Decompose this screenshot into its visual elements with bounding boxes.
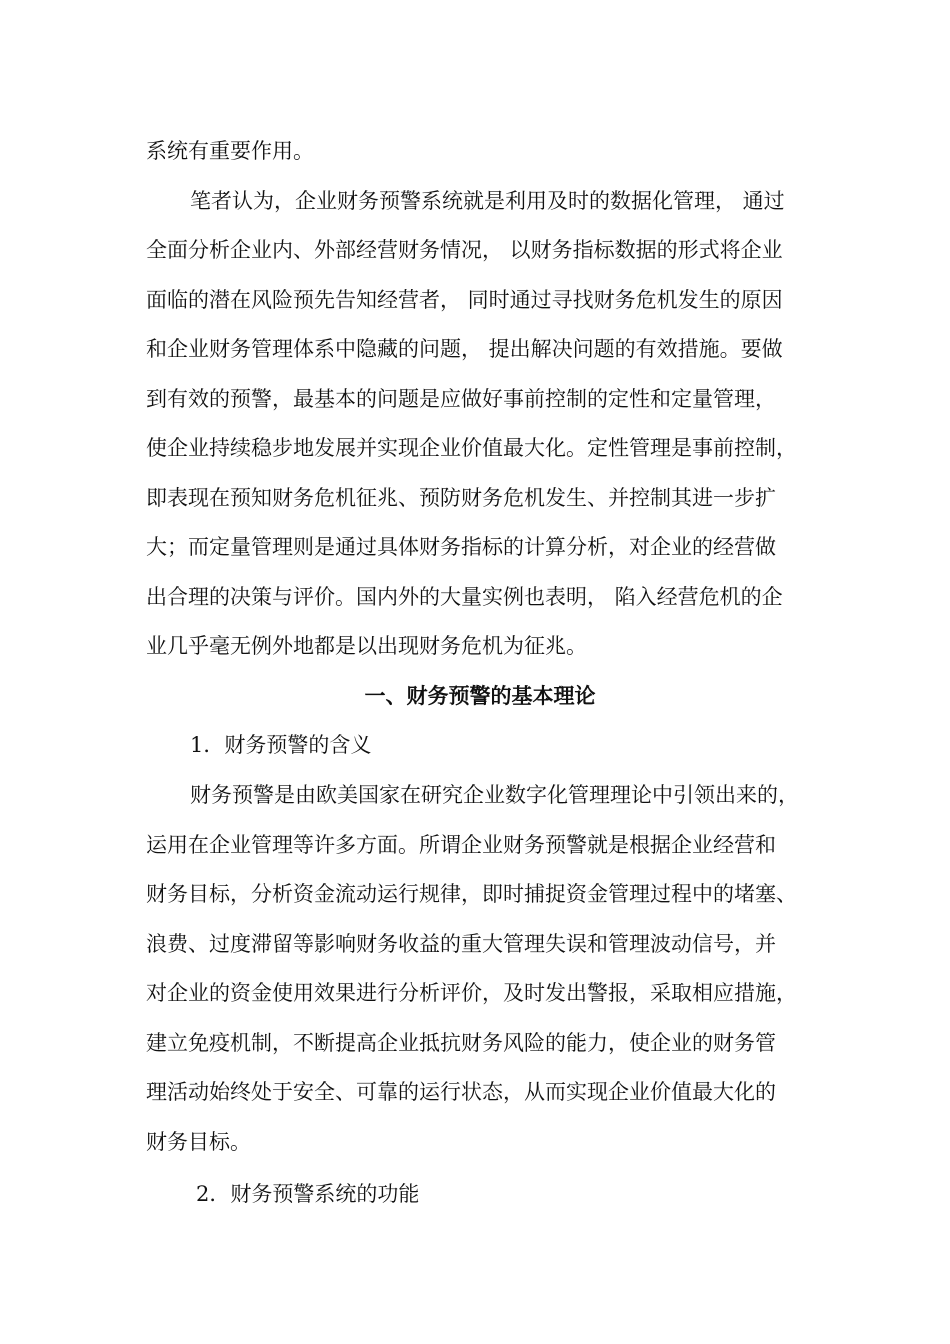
paragraph-line: 全面分析企业内、外部经营财务情况， 以财务指标数据的形式将企业 — [146, 238, 783, 262]
paragraph-line: 财务目标，分析资金流动运行规律，即时捕捉资金管理过程中的堵塞、 — [146, 882, 797, 906]
subheading: 2．财务预警系统的功能 — [196, 1182, 420, 1206]
paragraph-line: 大；而定量管理则是通过具体财务指标的计算分析，对企业的经营做 — [146, 535, 776, 559]
paragraph-line: 浪费、过度滞留等影响财务收益的重大管理失误和管理波动信号，并 — [146, 932, 776, 956]
paragraph-line: 到有效的预警，最基本的问题是应做好事前控制的定性和定量管理， — [146, 387, 776, 411]
paragraph-line: 业几乎毫无例外地都是以出现财务危机为征兆。 — [146, 634, 587, 658]
paragraph-line: 系统有重要作用。 — [146, 139, 314, 163]
section-heading: 一、财务预警的基本理论 — [364, 684, 596, 708]
paragraph-line: 即表现在预知财务危机征兆、预防财务危机发生、并控制其进一步扩 — [146, 486, 776, 510]
paragraph-line: 运用在企业管理等许多方面。所谓企业财务预警就是根据企业经营和 — [146, 833, 776, 857]
paragraph-line: 理活动始终处于安全、可靠的运行状态，从而实现企业价值最大化的 — [146, 1080, 776, 1104]
paragraph-line: 笔者认为，企业财务预警系统就是利用及时的数据化管理， 通过 — [190, 189, 785, 213]
paragraph-line: 对企业的资金使用效果进行分析评价，及时发出警报，采取相应措施， — [146, 981, 797, 1005]
paragraph-line: 财务目标。 — [146, 1130, 251, 1154]
paragraph-line: 使企业持续稳步地发展并实现企业价值最大化。定性管理是事前控制， — [146, 436, 797, 460]
paragraph-line: 和企业财务管理体系中隐藏的问题， 提出解决问题的有效措施。要做 — [146, 337, 783, 361]
subheading: 1．财务预警的含义 — [190, 733, 372, 757]
paragraph-line: 建立免疫机制，不断提高企业抵抗财务风险的能力，使企业的财务管 — [146, 1031, 776, 1055]
paragraph-line: 面临的潜在风险预先告知经营者， 同时通过寻找财务危机发生的原因 — [146, 288, 783, 312]
paragraph-line: 出合理的决策与评价。国内外的大量实例也表明， 陷入经营危机的企 — [146, 585, 783, 609]
paragraph-line: 财务预警是由欧美国家在研究企业数字化管理理论中引领出来的， — [190, 783, 799, 807]
